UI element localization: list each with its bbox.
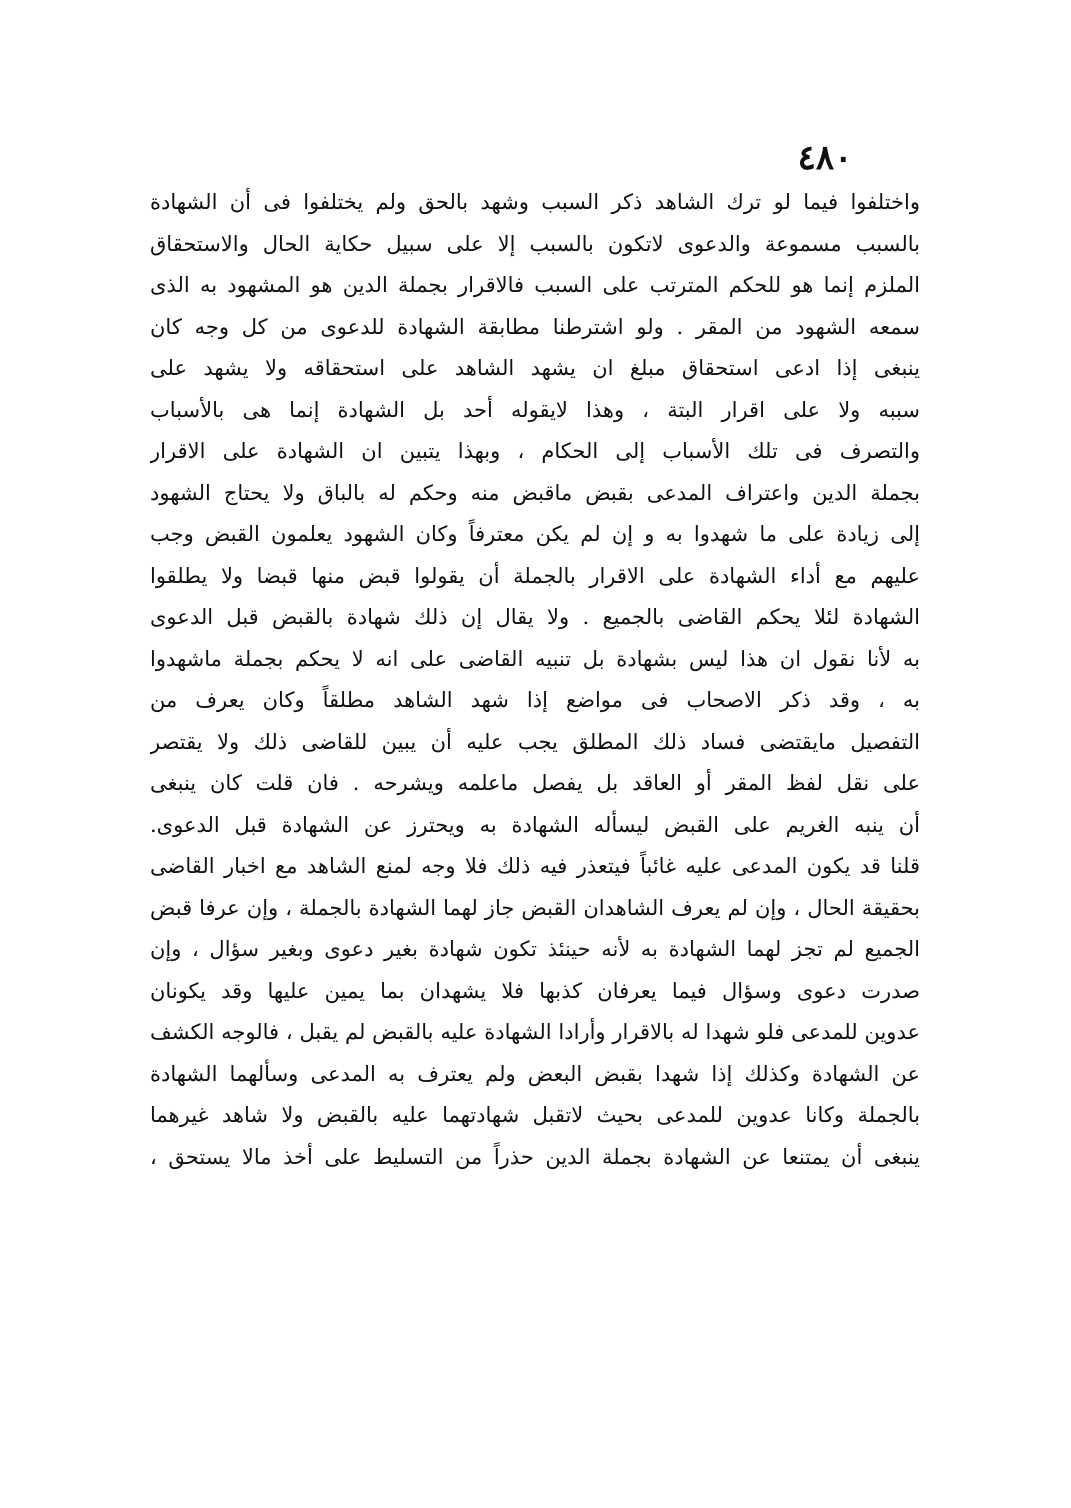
text-line: الشهادة لئلا يحكم القاضى بالجميع . ولا يقال إن ذلك شهادة بالقبض قبل الدعوى	[150, 605, 920, 629]
text-line: سببه ولا على اقرار البتة ، وهذا لايقوله أحد بل الشهادة إنما هى بالأسباب	[150, 397, 920, 422]
text-line: عليهم مع أداء الشهادة على الاقرار بالجملة أن يقولوا قبض منها قبضا ولا يطلقوا	[150, 563, 920, 588]
page-number: ٤٨٠	[797, 138, 853, 178]
body-text	[150, 182, 920, 1178]
text-line: التفصيل مايقتضى فساد ذلك المطلق يجب عليه أن يبين للقاضى ذلك ولا يقتصر	[150, 729, 920, 754]
text-line: قلنا قد يكون المدعى عليه غائباً فيتعذر فيه ذلك فلا وجه لمنع الشاهد مع اخبار القاضى	[150, 854, 920, 878]
text-line: والتصرف فى تلك الأسباب إلى الحكام ، وبهذا يتبين ان الشهادة على الاقرار	[150, 439, 920, 463]
text-line: بالجملة وكانا عدوين للمدعى بحيث لاتقبل شهادتهما عليه بالقبض ولا شاهد غيرهما	[150, 1103, 920, 1127]
text-line: أن ينبه الغريم على القبض ليسأله الشهادة به ويحترز عن الشهادة قبل الدعوى.	[150, 812, 920, 837]
text-line: ينبغى أن يمتنعا عن الشهادة بجملة الدين حذراً من التسليط على أخذ مالا يستحق ،	[150, 1144, 920, 1169]
text-line: عدوين للمدعى فلو شهدا له بالاقرار وأرادا الشهادة عليه بالقبض لم يقبل ، فالوجه الكشف	[150, 1020, 920, 1044]
text-line: بحقيقة الحال ، وإن لم يعرف الشاهدان القبض جاز لهما الشهادة بالجملة ، وإن عرفا قبض	[150, 895, 920, 920]
text-line: إلى زيادة على ما شهدوا به و إن لم يكن معترفاً وكان الشهود يعلمون القبض وجب	[150, 522, 920, 546]
text-line: عن الشهادة وكذلك إذا شهدا بقبض البعض ولم يعترف به المدعى وسألهما الشهادة	[150, 1061, 920, 1086]
text-line: به ، وقد ذكر الاصحاب فى مواضع إذا شهد الشاهد مطلقاً وكان يعرف من	[150, 688, 920, 712]
text-line: سمعه الشهود من المقر . ولو اشترطنا مطابقة الشهادة للدعوى من كل وجه كان	[150, 314, 920, 339]
text-line: على نقل لفظ المقر أو العاقد بل يفصل ماعلمه ويشرحه . فان قلت كان ينبغى	[150, 771, 920, 795]
text-line: واختلفوا فيما لو ترك الشاهد ذكر السبب وشهد بالحق ولم يختلفوا فى أن الشهادة	[150, 190, 920, 214]
text-line: به لأنا نقول ان هذا ليس بشهادة بل تنبيه القاضى على انه لا يحكم بجملة ماشهدوا	[150, 646, 920, 671]
text-line: الجميع لم تجز لهما الشهادة به لأنه حينئذ تكون شهادة بغير دعوى وبغير سؤال ، وإن	[150, 937, 920, 961]
text-line: صدرت دعوى وسؤال فيما يعرفان كذبها فلا يشهدان بما يمين عليها وقد يكونان	[150, 978, 920, 1003]
text-line: بجملة الدين واعتراف المدعى بقبض ماقبض منه وحكم له بالباق ولا يحتاج الشهود	[150, 480, 920, 505]
text-line: ينبغى إذا ادعى استحقاق مبلغ ان يشهد الشاهد على استحقاقه ولا يشهد على	[150, 356, 920, 380]
text-line: بالسبب مسموعة والدعوى لاتكون بالسبب إلا على سبيل حكاية الحال والاستحقاق	[150, 231, 920, 256]
text-line: الملزم إنما هو للحكم المترتب على السبب فالاقرار بجملة الدين هو المشهود به الذى	[150, 273, 920, 297]
